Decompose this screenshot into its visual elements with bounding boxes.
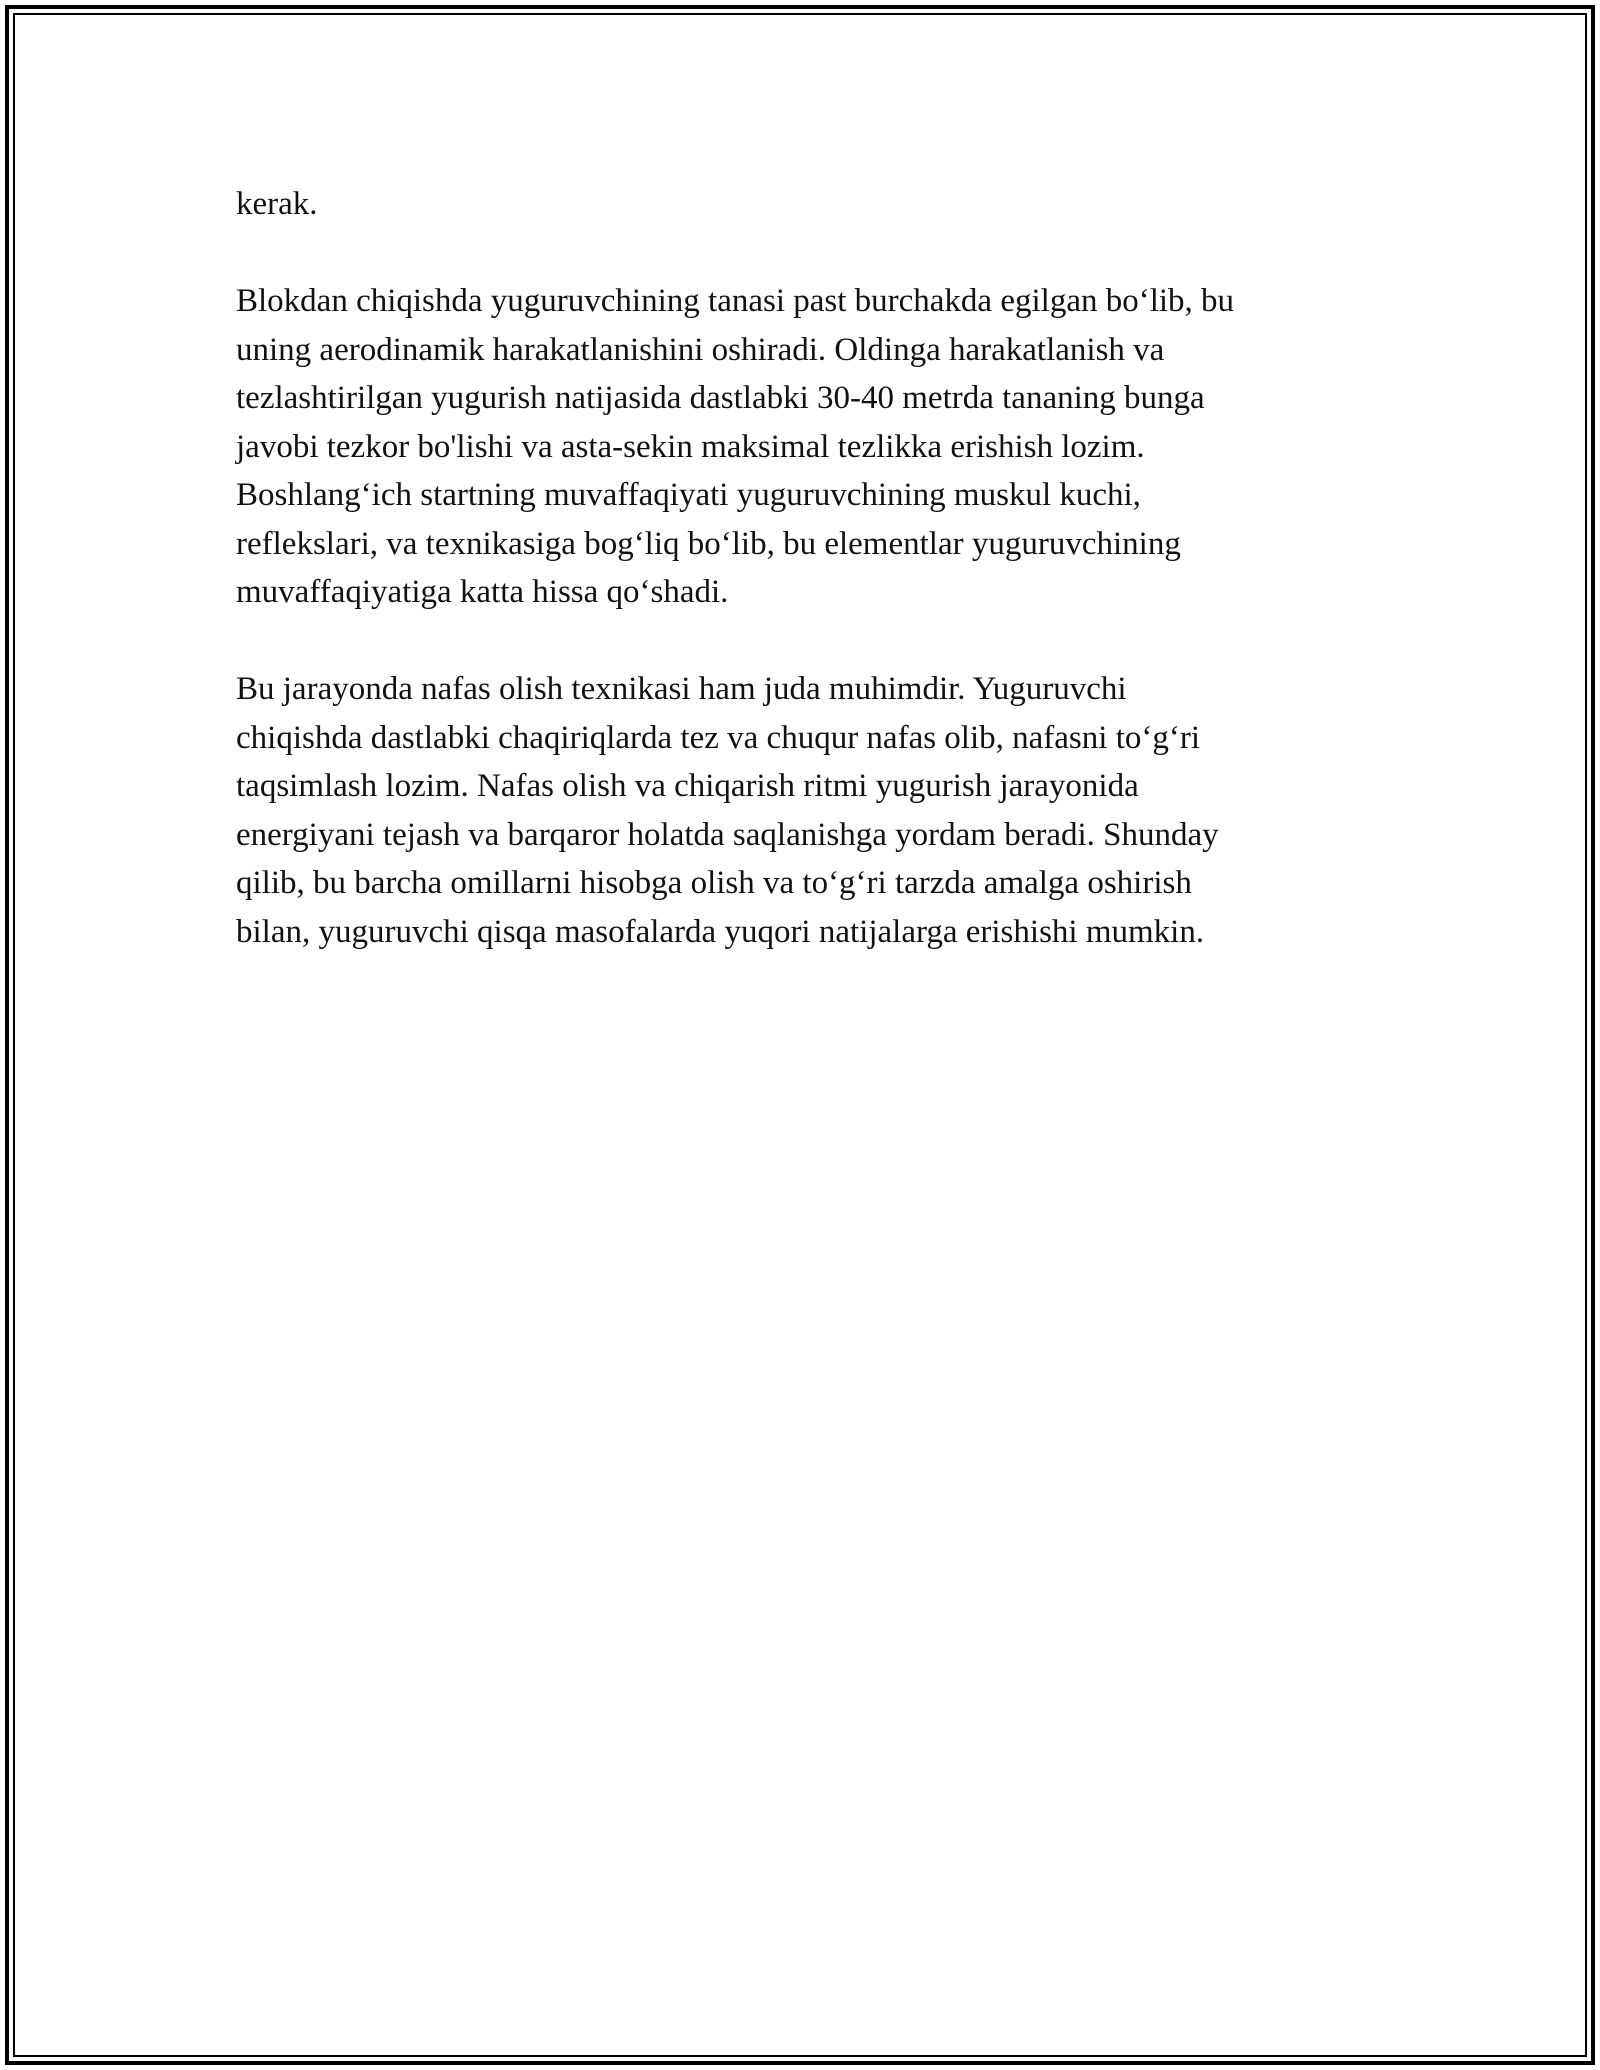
paragraph-continuation: kerak. <box>236 186 318 222</box>
paragraph-breathing-technique: Bu jarayonda nafas olish texnikasi ham juda muhimdir. Yuguruvchi chiqishda dastlabki chaqiriqlarda tez va chuqur nafas olib, nafasni to‘g‘ri taqsimlash lozim. Nafas olish va chiqarish ritmi yugurish jarayonida energiyani tejash va barqaror holatda saqlanishga yordam beradi. Shunday qilib, bu barcha omillarni hisobga olish va to‘g‘ri tarzda amalga oshirish bilan, yuguruvchi qisqa masofalarda yuqori natijalarga erishishi mumkin. <box>236 671 1219 950</box>
document-body <box>236 180 1386 1005</box>
paragraph-block-start: Blokdan chiqishda yuguruvchining tanasi past burchakda egilgan bo‘lib, bu uning aerodinamik harakatlanishini oshiradi. Oldinga harakatlanish va tezlashtirilgan yugurish natijasida dastlabki 30-40 metrda tananing bunga javobi tezkor bo'lishi va asta-sekin maksimal tezlikka erishish lozim. Boshlang‘ich startning muvaffaqiyati yuguruvchining muskul kuchi, reflekslari, va texnikasiga bog‘liq bo‘lib, bu elementlar yuguruvchining muvaffaqiyatiga katta hissa qo‘shadi. <box>236 283 1235 610</box>
